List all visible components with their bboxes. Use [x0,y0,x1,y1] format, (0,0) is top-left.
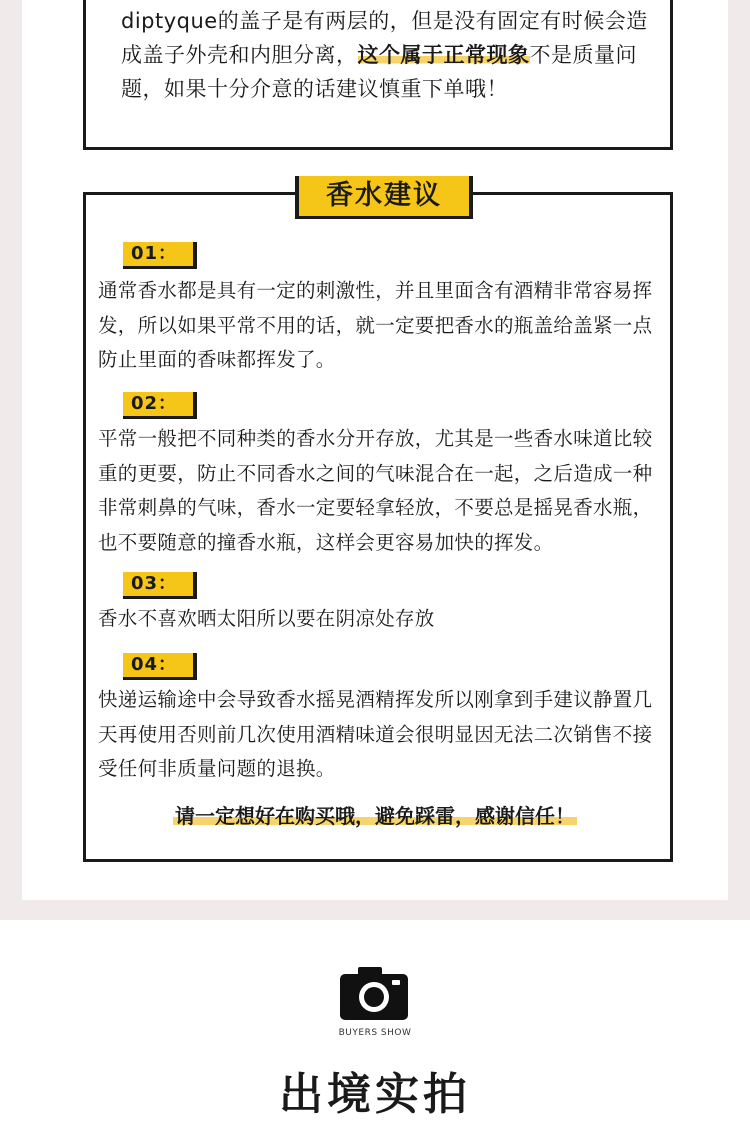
buyers-show-title: 出境实拍 [279,1069,471,1120]
tip-number-4: 04： [123,653,197,677]
tip-text-3: 香水不喜欢晒太阳所以要在阴凉处存放 [98,607,435,630]
tip-number-2: 02： [123,392,197,416]
tip-number-1: 01： [123,242,197,266]
tip-text-4: 快递运输途中会导致香水摇晃酒精挥发所以刚拿到手建议静置几天再使用否则前几次使用酒精味道会很明显因无法二次销售不接受任何非质量问题的退换。 [98,688,653,780]
notice-highlight: 这个属于正常现象 [357,43,530,67]
buyers-show-caption: BUYERS SHOW [338,1028,412,1038]
notice-box [83,0,673,150]
notice-text: diptyque的盖子是有两层的，但是没有固定有时候会造成盖子外壳和内胆分离，这个属于正常现象不是质量问题，如果十分介意的话建议慎重下单哦！ [121,9,648,101]
closing-note: 请一定想好在购买哦，避免踩雷，感谢信任！ [175,804,575,828]
tip-text-2: 平常一般把不同种类的香水分开存放，尤其是一些香水味道比较重的更要，防止不同香水之间的气味混合在一起，之后造成一种非常刺鼻的气味，香水一定要轻拿轻放，不要总是摇晃香水瓶，也不要随意的撞香水瓶，这样会更容易加快的挥发。 [98,427,653,554]
tip-text-1: 通常香水都是具有一定的刺激性，并且里面含有酒精非常容易挥发，所以如果平常不用的话，就一定要把香水的瓶盖给盖紧一点防止里面的香味都挥发了。 [98,279,653,371]
camera-icon [338,966,410,1022]
section-title: 香水建议 [295,176,473,216]
tip-number-3: 03： [123,572,197,596]
